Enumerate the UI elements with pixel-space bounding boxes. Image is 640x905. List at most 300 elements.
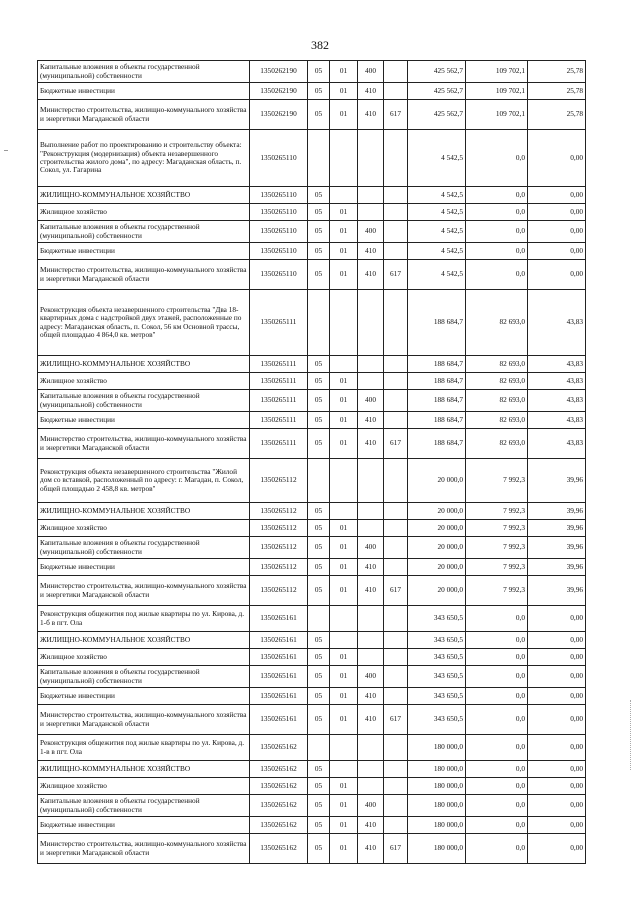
row-section: 05 (308, 649, 330, 666)
row-plan-amount: 425 562,7 (408, 83, 466, 100)
row-subsection: 01 (330, 373, 358, 390)
row-plan-amount: 180 000,0 (408, 735, 466, 761)
row-plan-amount: 20 000,0 (408, 520, 466, 537)
table-row (38, 187, 586, 204)
row-name: Капитальные вложения в объекты государственной (муниципальной) собственности (38, 61, 250, 83)
row-plan-amount: 4 542,5 (408, 260, 466, 290)
row-section: 05 (308, 83, 330, 100)
row-subsection: 01 (330, 576, 358, 606)
row-percent: 0,00 (528, 795, 586, 817)
row-section: 05 (308, 412, 330, 429)
row-ministry-code: 617 (384, 834, 408, 864)
row-name: Бюджетные инвестиции (38, 243, 250, 260)
row-plan-amount: 4 542,5 (408, 243, 466, 260)
row-subsection (330, 356, 358, 373)
row-subsection (330, 503, 358, 520)
row-code: 1350265112 (250, 459, 308, 503)
row-expense-type: 400 (358, 537, 384, 559)
row-subsection (330, 606, 358, 632)
row-plan-amount: 343 650,5 (408, 606, 466, 632)
row-expense-type: 410 (358, 688, 384, 705)
table-row (38, 705, 586, 735)
row-plan-amount: 343 650,5 (408, 666, 466, 688)
row-expense-type: 410 (358, 576, 384, 606)
table-row (38, 204, 586, 221)
row-code: 1350265111 (250, 429, 308, 459)
row-executed-amount: 0,0 (466, 632, 528, 649)
table-row (38, 260, 586, 290)
row-plan-amount: 180 000,0 (408, 761, 466, 778)
row-plan-amount: 20 000,0 (408, 537, 466, 559)
row-plan-amount: 343 650,5 (408, 688, 466, 705)
row-name: Министерство строительства, жилищно-коммунального хозяйства и энергетики Магаданской области (38, 705, 250, 735)
table-row (38, 761, 586, 778)
row-percent: 0,00 (528, 761, 586, 778)
row-expense-type (358, 503, 384, 520)
row-percent: 0,00 (528, 649, 586, 666)
row-percent: 39,96 (528, 537, 586, 559)
row-ministry-code: 617 (384, 100, 408, 130)
row-code: 1350265110 (250, 221, 308, 243)
row-name: Бюджетные инвестиции (38, 688, 250, 705)
row-name: Реконструкция общежития под жилые квартиры по ул. Кирова, д. 1-в в пгт. Ола (38, 735, 250, 761)
row-subsection: 01 (330, 834, 358, 864)
row-section (308, 290, 330, 356)
row-plan-amount: 20 000,0 (408, 459, 466, 503)
row-subsection: 01 (330, 221, 358, 243)
row-expense-type: 410 (358, 83, 384, 100)
row-percent: 0,00 (528, 187, 586, 204)
row-section: 05 (308, 390, 330, 412)
row-code: 1350265112 (250, 559, 308, 576)
row-section: 05 (308, 834, 330, 864)
row-ministry-code (384, 761, 408, 778)
row-percent: 0,00 (528, 666, 586, 688)
row-section: 05 (308, 520, 330, 537)
row-expense-type (358, 290, 384, 356)
row-executed-amount: 109 702,1 (466, 83, 528, 100)
budget-table (37, 60, 586, 864)
row-code: 1350265111 (250, 373, 308, 390)
table-row (38, 817, 586, 834)
table-row (38, 130, 586, 187)
row-ministry-code (384, 649, 408, 666)
row-executed-amount: 7 992,3 (466, 537, 528, 559)
row-expense-type: 410 (358, 243, 384, 260)
row-percent: 0,00 (528, 243, 586, 260)
row-section: 05 (308, 429, 330, 459)
row-name: ЖИЛИЩНО-КОММУНАЛЬНОЕ ХОЗЯЙСТВО (38, 761, 250, 778)
row-plan-amount: 4 542,5 (408, 221, 466, 243)
row-ministry-code (384, 778, 408, 795)
row-percent: 0,00 (528, 632, 586, 649)
row-section: 05 (308, 817, 330, 834)
row-expense-type: 410 (358, 100, 384, 130)
row-subsection: 01 (330, 260, 358, 290)
row-ministry-code (384, 666, 408, 688)
row-name: Выполнение работ по проектированию и строительству объекта: "Реконструкция (модернизация) объекта незавершенного строительства жилого дома", по адресу: Магаданская область, п. Сокол, ул. Гагарина (38, 130, 250, 187)
row-plan-amount: 343 650,5 (408, 649, 466, 666)
row-ministry-code (384, 459, 408, 503)
table-row (38, 606, 586, 632)
row-plan-amount: 4 542,5 (408, 130, 466, 187)
table-row (38, 390, 586, 412)
row-section: 05 (308, 761, 330, 778)
row-percent: 43,83 (528, 390, 586, 412)
row-name: Министерство строительства, жилищно-коммунального хозяйства и энергетики Магаданской области (38, 576, 250, 606)
table-row (38, 243, 586, 260)
row-section: 05 (308, 187, 330, 204)
row-section: 05 (308, 100, 330, 130)
row-plan-amount: 188 684,7 (408, 412, 466, 429)
row-name: ЖИЛИЩНО-КОММУНАЛЬНОЕ ХОЗЯЙСТВО (38, 356, 250, 373)
row-executed-amount: 82 693,0 (466, 290, 528, 356)
row-percent: 43,83 (528, 356, 586, 373)
row-subsection (330, 632, 358, 649)
row-expense-type (358, 459, 384, 503)
row-executed-amount: 0,0 (466, 688, 528, 705)
row-section: 05 (308, 537, 330, 559)
table-row (38, 373, 586, 390)
row-name: Реконструкция общежития под жилые квартиры по ул. Кирова, д. 1-б в пгт. Ола (38, 606, 250, 632)
row-plan-amount: 188 684,7 (408, 429, 466, 459)
row-ministry-code (384, 204, 408, 221)
row-percent: 0,00 (528, 817, 586, 834)
row-plan-amount: 4 542,5 (408, 204, 466, 221)
row-section (308, 459, 330, 503)
row-subsection: 01 (330, 100, 358, 130)
row-percent: 39,96 (528, 576, 586, 606)
row-section: 05 (308, 243, 330, 260)
row-name: Капитальные вложения в объекты государственной (муниципальной) собственности (38, 390, 250, 412)
row-subsection: 01 (330, 688, 358, 705)
row-executed-amount: 0,0 (466, 260, 528, 290)
row-code: 1350265112 (250, 576, 308, 606)
row-executed-amount: 0,0 (466, 221, 528, 243)
row-percent: 43,83 (528, 290, 586, 356)
row-executed-amount: 7 992,3 (466, 459, 528, 503)
row-code: 1350265161 (250, 688, 308, 705)
row-ministry-code (384, 61, 408, 83)
row-name: Бюджетные инвестиции (38, 412, 250, 429)
row-ministry-code (384, 290, 408, 356)
row-ministry-code (384, 537, 408, 559)
page-number: 382 (311, 38, 329, 52)
row-plan-amount: 188 684,7 (408, 390, 466, 412)
row-subsection: 01 (330, 61, 358, 83)
row-percent: 39,96 (528, 559, 586, 576)
row-ministry-code (384, 503, 408, 520)
row-code: 1350265110 (250, 260, 308, 290)
table-row (38, 559, 586, 576)
row-subsection: 01 (330, 705, 358, 735)
row-subsection: 01 (330, 537, 358, 559)
table-row (38, 649, 586, 666)
row-percent: 0,00 (528, 705, 586, 735)
row-name: Жилищное хозяйство (38, 649, 250, 666)
row-name: Жилищное хозяйство (38, 520, 250, 537)
scan-mark (4, 150, 8, 151)
row-percent: 39,96 (528, 520, 586, 537)
row-ministry-code (384, 688, 408, 705)
row-executed-amount: 0,0 (466, 649, 528, 666)
row-code: 1350265112 (250, 503, 308, 520)
row-executed-amount: 0,0 (466, 204, 528, 221)
table-row (38, 778, 586, 795)
table-row (38, 666, 586, 688)
row-plan-amount: 425 562,7 (408, 100, 466, 130)
row-executed-amount: 7 992,3 (466, 503, 528, 520)
table-row (38, 429, 586, 459)
row-ministry-code (384, 412, 408, 429)
row-executed-amount: 7 992,3 (466, 576, 528, 606)
row-executed-amount: 0,0 (466, 817, 528, 834)
row-expense-type (358, 778, 384, 795)
row-name: Капитальные вложения в объекты государственной (муниципальной) собственности (38, 795, 250, 817)
row-percent: 25,78 (528, 61, 586, 83)
row-ministry-code (384, 130, 408, 187)
row-subsection (330, 130, 358, 187)
row-expense-type (358, 130, 384, 187)
row-executed-amount: 0,0 (466, 243, 528, 260)
row-ministry-code (384, 243, 408, 260)
table-row (38, 576, 586, 606)
row-percent: 0,00 (528, 130, 586, 187)
row-ministry-code (384, 559, 408, 576)
row-percent: 0,00 (528, 834, 586, 864)
row-ministry-code (384, 187, 408, 204)
row-name: Капитальные вложения в объекты государственной (муниципальной) собственности (38, 666, 250, 688)
row-code: 1350265111 (250, 412, 308, 429)
row-expense-type (358, 204, 384, 221)
row-section: 05 (308, 221, 330, 243)
row-executed-amount: 109 702,1 (466, 61, 528, 83)
row-name: Министерство строительства, жилищно-коммунального хозяйства и энергетики Магаданской области (38, 429, 250, 459)
row-ministry-code (384, 520, 408, 537)
row-ministry-code (384, 83, 408, 100)
row-plan-amount: 188 684,7 (408, 373, 466, 390)
row-section: 05 (308, 632, 330, 649)
row-code: 1350262190 (250, 83, 308, 100)
row-subsection: 01 (330, 83, 358, 100)
row-code: 1350265110 (250, 204, 308, 221)
row-expense-type: 400 (358, 221, 384, 243)
row-ministry-code (384, 356, 408, 373)
row-plan-amount: 180 000,0 (408, 778, 466, 795)
row-plan-amount: 425 562,7 (408, 61, 466, 83)
row-code: 1350265162 (250, 778, 308, 795)
row-section: 05 (308, 61, 330, 83)
table-row (38, 632, 586, 649)
row-ministry-code (384, 221, 408, 243)
row-section (308, 606, 330, 632)
row-name: Бюджетные инвестиции (38, 817, 250, 834)
row-code: 1350265161 (250, 632, 308, 649)
row-section: 05 (308, 356, 330, 373)
row-executed-amount: 0,0 (466, 778, 528, 795)
row-ministry-code (384, 817, 408, 834)
row-ministry-code (384, 632, 408, 649)
row-ministry-code: 617 (384, 429, 408, 459)
row-name: Министерство строительства, жилищно-коммунального хозяйства и энергетики Магаданской области (38, 100, 250, 130)
row-executed-amount: 82 693,0 (466, 390, 528, 412)
table-body (38, 61, 586, 864)
row-code: 1350265111 (250, 356, 308, 373)
table-row (38, 834, 586, 864)
row-section (308, 735, 330, 761)
row-name: Бюджетные инвестиции (38, 559, 250, 576)
row-subsection (330, 761, 358, 778)
row-subsection (330, 459, 358, 503)
row-code: 1350265162 (250, 735, 308, 761)
row-executed-amount: 82 693,0 (466, 373, 528, 390)
row-expense-type (358, 373, 384, 390)
row-executed-amount: 0,0 (466, 187, 528, 204)
row-section: 05 (308, 795, 330, 817)
row-percent: 0,00 (528, 735, 586, 761)
row-subsection: 01 (330, 649, 358, 666)
row-subsection: 01 (330, 817, 358, 834)
row-expense-type (358, 735, 384, 761)
row-code: 1350265162 (250, 795, 308, 817)
row-plan-amount: 343 650,5 (408, 632, 466, 649)
row-executed-amount: 82 693,0 (466, 412, 528, 429)
row-expense-type: 410 (358, 705, 384, 735)
row-expense-type (358, 187, 384, 204)
row-ministry-code (384, 373, 408, 390)
row-percent: 43,83 (528, 429, 586, 459)
row-subsection (330, 290, 358, 356)
table-row (38, 412, 586, 429)
row-code: 1350265112 (250, 520, 308, 537)
row-code: 1350262190 (250, 61, 308, 83)
row-name: Реконструкция объекта незавершенного строительства "Жилой дом со вставкой, расположенный по адресу: г. Магадан, п. Сокол, общей площадью 2 458,8 кв. метров" (38, 459, 250, 503)
row-subsection: 01 (330, 520, 358, 537)
row-section: 05 (308, 666, 330, 688)
row-percent: 0,00 (528, 204, 586, 221)
row-code: 1350265162 (250, 761, 308, 778)
table-row (38, 61, 586, 83)
row-executed-amount: 0,0 (466, 666, 528, 688)
row-executed-amount: 0,0 (466, 761, 528, 778)
row-ministry-code (384, 606, 408, 632)
table-row (38, 735, 586, 761)
row-name: Бюджетные инвестиции (38, 83, 250, 100)
row-expense-type (358, 606, 384, 632)
row-name: ЖИЛИЩНО-КОММУНАЛЬНОЕ ХОЗЯЙСТВО (38, 503, 250, 520)
table-row (38, 221, 586, 243)
row-plan-amount: 180 000,0 (408, 834, 466, 864)
row-ministry-code: 617 (384, 260, 408, 290)
row-ministry-code (384, 795, 408, 817)
row-section: 05 (308, 204, 330, 221)
row-subsection: 01 (330, 204, 358, 221)
row-executed-amount: 0,0 (466, 606, 528, 632)
row-expense-type: 410 (358, 429, 384, 459)
row-section (308, 130, 330, 187)
row-subsection: 01 (330, 390, 358, 412)
scan-edge (630, 700, 632, 770)
row-plan-amount: 343 650,5 (408, 705, 466, 735)
row-code: 1350265162 (250, 817, 308, 834)
row-plan-amount: 20 000,0 (408, 559, 466, 576)
row-plan-amount: 20 000,0 (408, 503, 466, 520)
row-code: 1350262190 (250, 100, 308, 130)
row-name: Министерство строительства, жилищно-коммунального хозяйства и энергетики Магаданской области (38, 260, 250, 290)
row-expense-type: 400 (358, 390, 384, 412)
row-section: 05 (308, 373, 330, 390)
row-code: 1350265110 (250, 130, 308, 187)
row-name: Реконструкция объекта незавершенного строительства "Два 18-квартирных дома с надстройкой двух этажей, расположенные по адресу: Магаданская область, п. Сокол, 56 км Основной трассы, общей площадью 4 864,0 кв. метров" (38, 290, 250, 356)
table-row (38, 688, 586, 705)
table-row (38, 537, 586, 559)
row-executed-amount: 0,0 (466, 735, 528, 761)
row-expense-type (358, 649, 384, 666)
row-name: Капитальные вложения в объекты государственной (муниципальной) собственности (38, 221, 250, 243)
row-expense-type (358, 761, 384, 778)
row-subsection (330, 735, 358, 761)
row-name: Жилищное хозяйство (38, 204, 250, 221)
row-executed-amount: 7 992,3 (466, 559, 528, 576)
row-ministry-code: 617 (384, 705, 408, 735)
row-expense-type: 400 (358, 61, 384, 83)
row-name: Министерство строительства, жилищно-коммунального хозяйства и энергетики Магаданской области (38, 834, 250, 864)
row-code: 1350265161 (250, 606, 308, 632)
row-section: 05 (308, 705, 330, 735)
row-plan-amount: 4 542,5 (408, 187, 466, 204)
row-section: 05 (308, 559, 330, 576)
row-plan-amount: 20 000,0 (408, 576, 466, 606)
row-percent: 25,78 (528, 83, 586, 100)
row-code: 1350265110 (250, 187, 308, 204)
row-expense-type: 410 (358, 412, 384, 429)
row-plan-amount: 188 684,7 (408, 290, 466, 356)
row-plan-amount: 188 684,7 (408, 356, 466, 373)
row-subsection (330, 187, 358, 204)
row-ministry-code (384, 735, 408, 761)
row-executed-amount: 109 702,1 (466, 100, 528, 130)
row-percent: 0,00 (528, 778, 586, 795)
row-section: 05 (308, 778, 330, 795)
row-executed-amount: 0,0 (466, 834, 528, 864)
row-percent: 0,00 (528, 221, 586, 243)
row-code: 1350265161 (250, 649, 308, 666)
row-subsection: 01 (330, 795, 358, 817)
row-executed-amount: 0,0 (466, 130, 528, 187)
table-row (38, 100, 586, 130)
row-subsection: 01 (330, 666, 358, 688)
row-section: 05 (308, 576, 330, 606)
row-subsection: 01 (330, 429, 358, 459)
row-section: 05 (308, 260, 330, 290)
row-subsection: 01 (330, 778, 358, 795)
row-section: 05 (308, 688, 330, 705)
row-ministry-code (384, 390, 408, 412)
row-expense-type: 400 (358, 666, 384, 688)
row-expense-type: 410 (358, 834, 384, 864)
table-row (38, 83, 586, 100)
row-code: 1350265162 (250, 834, 308, 864)
row-percent: 25,78 (528, 100, 586, 130)
row-executed-amount: 82 693,0 (466, 356, 528, 373)
table-row (38, 503, 586, 520)
table-row (38, 356, 586, 373)
row-percent: 0,00 (528, 260, 586, 290)
row-code: 1350265112 (250, 537, 308, 559)
row-percent: 0,00 (528, 606, 586, 632)
table-row (38, 290, 586, 356)
row-name: Жилищное хозяйство (38, 778, 250, 795)
